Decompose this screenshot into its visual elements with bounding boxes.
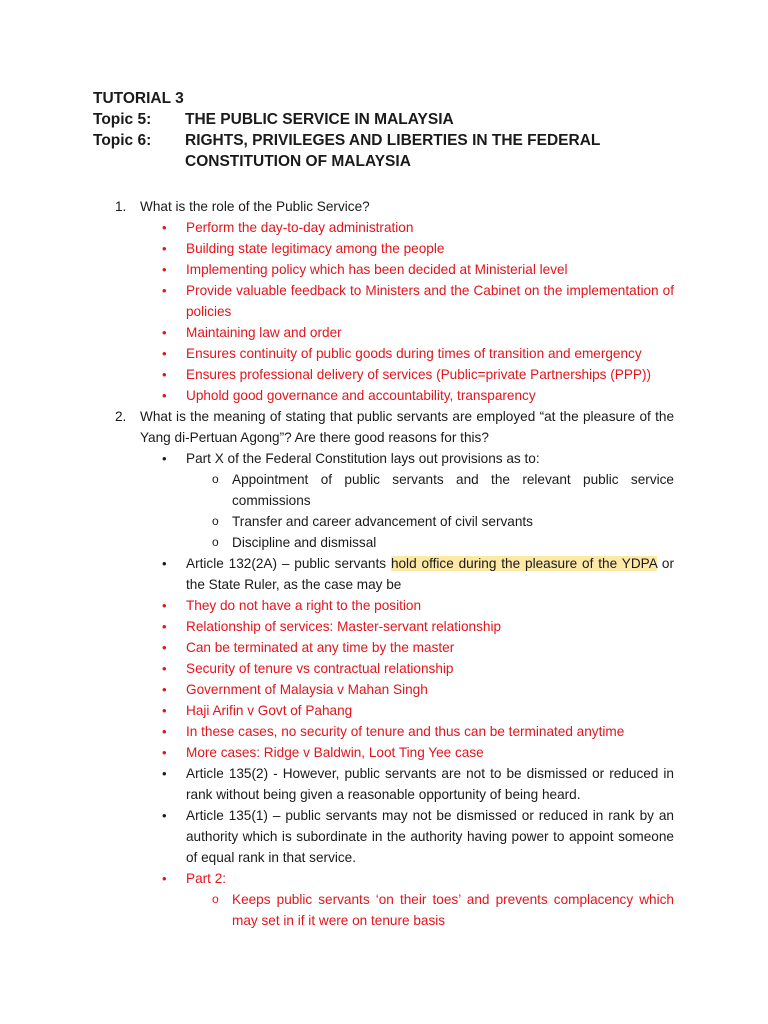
answer-item <box>162 385 674 406</box>
answer-text: Building state legitimacy among the people <box>186 241 445 256</box>
question-1-text: What is the role of the Public Service? <box>140 199 370 214</box>
answer-item <box>162 364 674 385</box>
answer-item <box>162 595 674 616</box>
tutorial-title <box>93 88 693 109</box>
answer-item <box>162 343 674 364</box>
part-2-item <box>162 868 674 889</box>
article-132-item <box>162 553 675 595</box>
answer-item <box>162 217 674 238</box>
article-135-2-item <box>162 763 674 805</box>
answer-text: Provide valuable feedback to Ministers and the Cabinet on the implementation of policies <box>186 283 674 319</box>
answer-text: Can be terminated at any time by the master <box>186 640 455 655</box>
bullet-icon: • <box>162 808 167 823</box>
question-1 <box>115 196 674 217</box>
answer-item <box>162 658 674 679</box>
answer-text: Security of tenure vs contractual relationship <box>186 661 454 676</box>
topic-6-title-line-2: CONSTITUTION OF MALAYSIA <box>185 153 411 170</box>
bullet-icon: • <box>162 724 167 739</box>
tutorial-title-text: TUTORIAL 3 <box>93 90 184 107</box>
tutorial-content <box>0 196 768 931</box>
bullet-icon: • <box>162 598 167 613</box>
answer-text: In these cases, no security of tenure and thus can be terminated anytime <box>186 724 625 739</box>
bullet-icon: • <box>162 640 167 655</box>
sub-item-text: Discipline and dismissal <box>232 535 377 550</box>
answer-item <box>162 616 674 637</box>
topic-5-row <box>93 109 693 130</box>
answer-text: They do not have a right to the position <box>186 598 422 613</box>
topic-5-label: Topic 5: <box>93 111 152 128</box>
bullet-icon: • <box>162 556 167 571</box>
answer-text: Ensures continuity of public goods during times of transition and emergency <box>186 346 642 361</box>
sub-item <box>212 532 674 553</box>
bullet-icon: • <box>162 682 167 697</box>
topic-6-label: Topic 6: <box>93 132 152 149</box>
circle-bullet-icon: o <box>212 535 219 549</box>
bullet-icon: • <box>162 451 167 466</box>
answer-item <box>162 637 674 658</box>
answer-item <box>162 280 674 322</box>
bullet-icon: • <box>162 871 167 886</box>
bullet-icon: • <box>162 220 167 235</box>
answer-text: Uphold good governance and accountability, transparency <box>186 388 536 403</box>
bullet-icon: • <box>162 745 167 760</box>
topic-6-row <box>93 130 693 172</box>
question-2-number: 2. <box>115 409 127 424</box>
answer-text: Perform the day-to-day administration <box>186 220 414 235</box>
bullet-icon: • <box>162 661 167 676</box>
bullet-icon: • <box>162 262 167 277</box>
bullet-icon: • <box>162 766 167 781</box>
part-2-sub-item <box>212 889 674 931</box>
part-2-label: Part 2: <box>186 871 227 886</box>
bullet-icon: • <box>162 367 167 382</box>
question-2-text: What is the meaning of stating that public servants are employed “at the pleasure of the Yang di-Pertuan Agong”? Are there good reasons for this? <box>140 409 674 445</box>
sub-item <box>212 469 674 511</box>
bullet-icon: • <box>162 346 167 361</box>
circle-bullet-icon: o <box>212 892 219 906</box>
answer-item <box>162 742 674 763</box>
article-135-1-item <box>162 805 674 868</box>
circle-bullet-icon: o <box>212 514 219 528</box>
answer-text: Haji Arifin v Govt of Pahang <box>186 703 353 718</box>
document-header <box>93 88 693 172</box>
article-132-text: Article 132(2A) – public servants <box>186 556 391 571</box>
topic-5-title: THE PUBLIC SERVICE IN MALAYSIA <box>185 111 454 128</box>
answer-item <box>162 322 674 343</box>
bullet-icon: • <box>162 325 167 340</box>
article-135-2-text: Article 135(2) - However, public servants are not to be dismissed or reduced in rank without being given a reasonable opportunity of being heard. <box>186 766 674 802</box>
part-x-text: Part X of the Federal Constitution lays out provisions as to: <box>186 451 540 466</box>
part-2-sub-text: Keeps public servants ‘on their toes’ and prevents complacency which may set in if it were on tenure basis <box>232 892 674 928</box>
answer-text: Ensures professional delivery of services (Public=private Partnerships (PPP)) <box>186 367 652 382</box>
bullet-icon: • <box>162 703 167 718</box>
answer-item <box>162 700 674 721</box>
answer-item <box>162 679 674 700</box>
answer-item <box>162 259 674 280</box>
sub-item <box>212 511 674 532</box>
sub-item-text: Transfer and career advancement of civil servants <box>232 514 533 529</box>
sub-item-text: Appointment of public servants and the relevant public service commissions <box>232 472 674 508</box>
question-2 <box>115 406 674 448</box>
answer-text: Maintaining law and order <box>186 325 342 340</box>
bullet-icon: • <box>162 241 167 256</box>
answer-text: Implementing policy which has been decided at Ministerial level <box>186 262 568 277</box>
bullet-icon: • <box>162 388 167 403</box>
topic-6-title-line-1: RIGHTS, PRIVILEGES AND LIBERTIES IN THE FEDERAL <box>185 132 601 149</box>
bullet-icon: • <box>162 619 167 634</box>
topic-6-title <box>185 130 693 172</box>
answer-item <box>162 721 674 742</box>
part-x-item <box>162 448 674 469</box>
circle-bullet-icon: o <box>212 472 219 486</box>
bullet-icon: • <box>162 283 167 298</box>
article-135-1-text: Article 135(1) – public servants may not be dismissed or reduced in rank by an authority which is subordinate in the authority having power to appoint someone of equal rank in that service. <box>186 808 674 865</box>
answer-text: Relationship of services: Master-servant relationship <box>186 619 502 634</box>
answer-item <box>162 238 674 259</box>
answer-text: Government of Malaysia v Mahan Singh <box>186 682 428 697</box>
answer-text: More cases: Ridge v Baldwin, Loot Ting Yee case <box>186 745 484 760</box>
article-132-text-end: or the State Ruler, as the case may be <box>186 556 675 592</box>
question-1-number: 1. <box>115 199 127 214</box>
highlighted-text: hold office during the pleasure of the YDPA <box>390 556 658 571</box>
